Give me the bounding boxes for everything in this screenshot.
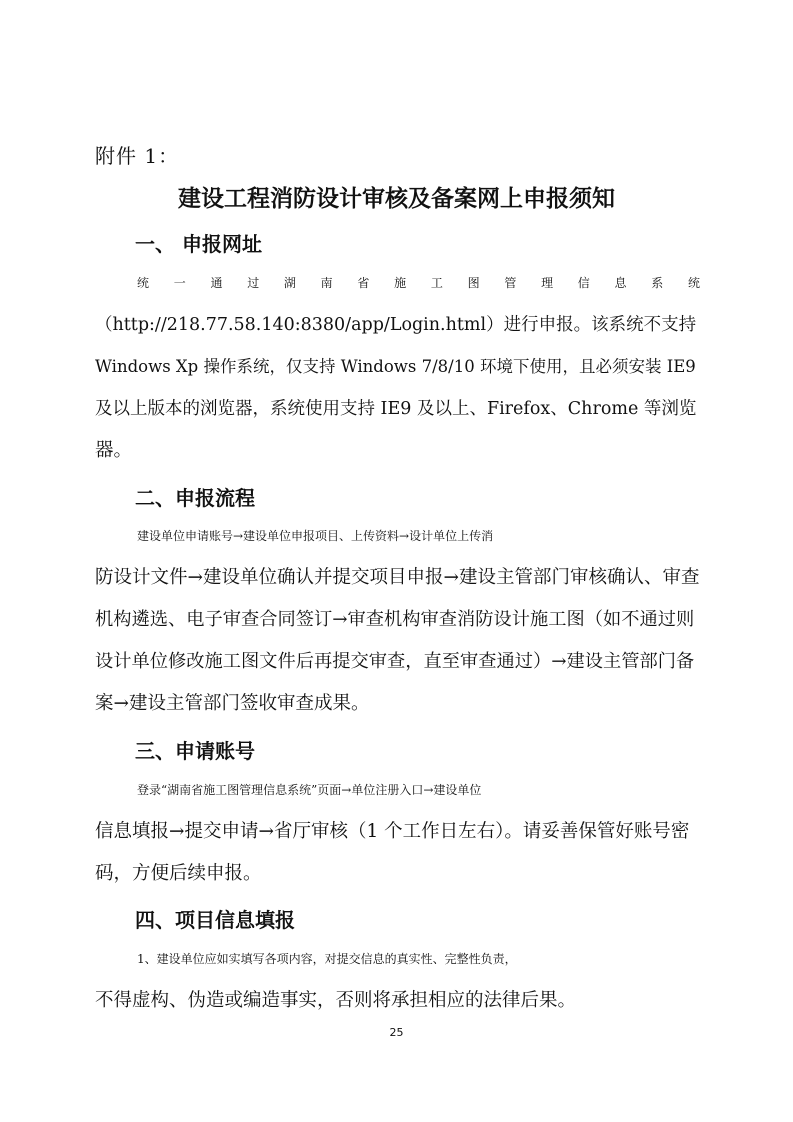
paragraph-line: 不得虚构、伪造或编造事实，否则将承担相应的法律后果。 — [95, 990, 577, 1011]
section-heading-account: 三、申请账号 — [135, 739, 255, 763]
paragraph-line: 统 一 通 过 湖 南 省 施 工 图 管 理 信 息 系 统 — [137, 276, 700, 290]
paragraph-line: Windows Xp 操作系统，仅支持 Windows 7/8/10 环境下使用，且必须安装 IE9 — [95, 357, 696, 376]
paragraph-line: 案→建设主管部门签收审查成果。 — [95, 693, 370, 714]
section-heading-process: 二、申报流程 — [135, 486, 255, 510]
section-body-account — [95, 769, 700, 895]
section-heading-website: 一、 申报网址 — [135, 232, 262, 256]
paragraph-line: 机构遴选、电子审查合同签订→审查机构审查消防设计施工图（如不通过则 — [95, 609, 695, 630]
paragraph-line: 建设单位申请账号→建设单位申报项目、上传资料→设计单位上传消 — [137, 529, 494, 543]
paragraph-line: 码，方便后续申报。 — [95, 863, 262, 884]
paragraph-line: 防设计文件→建设单位确认并提交项目申报→建设主管部门审核确认、审查 — [95, 567, 700, 588]
attachment-label: 附件 1： — [95, 144, 180, 168]
paragraph-line: 器。 — [95, 440, 133, 461]
paragraph-line: （http://218.77.58.140:8380/app/Login.html）进行申报。该系统不支持 — [95, 315, 697, 335]
section-heading-project-info: 四、项目信息填报 — [135, 908, 295, 932]
section-body-project-info — [95, 938, 700, 1022]
paragraph-line: 及以上版本的浏览器，系统使用支持 IE9 及以上、Firefox、Chrome 等浏览 — [95, 399, 697, 419]
document-title: 建设工程消防设计审核及备案网上申报须知 — [178, 186, 615, 212]
section-body-website — [95, 262, 700, 472]
paragraph-line: 登录“湖南省施工图管理信息系统”页面→单位注册入口→建设单位 — [137, 783, 482, 797]
paragraph-line: 信息填报→提交申请→省厅审核（1 个工作日左右）。请妥善保管好账号密 — [95, 821, 690, 842]
paragraph-line: 1、建设单位应如实填写各项内容，对提交信息的真实性、完整性负责， — [137, 952, 517, 966]
page-number: 25 — [389, 1026, 404, 1039]
paragraph-line: 设计单位修改施工图文件后再提交审查，直至审查通过）→建设主管部门备 — [95, 651, 695, 672]
section-body-process — [95, 515, 700, 725]
